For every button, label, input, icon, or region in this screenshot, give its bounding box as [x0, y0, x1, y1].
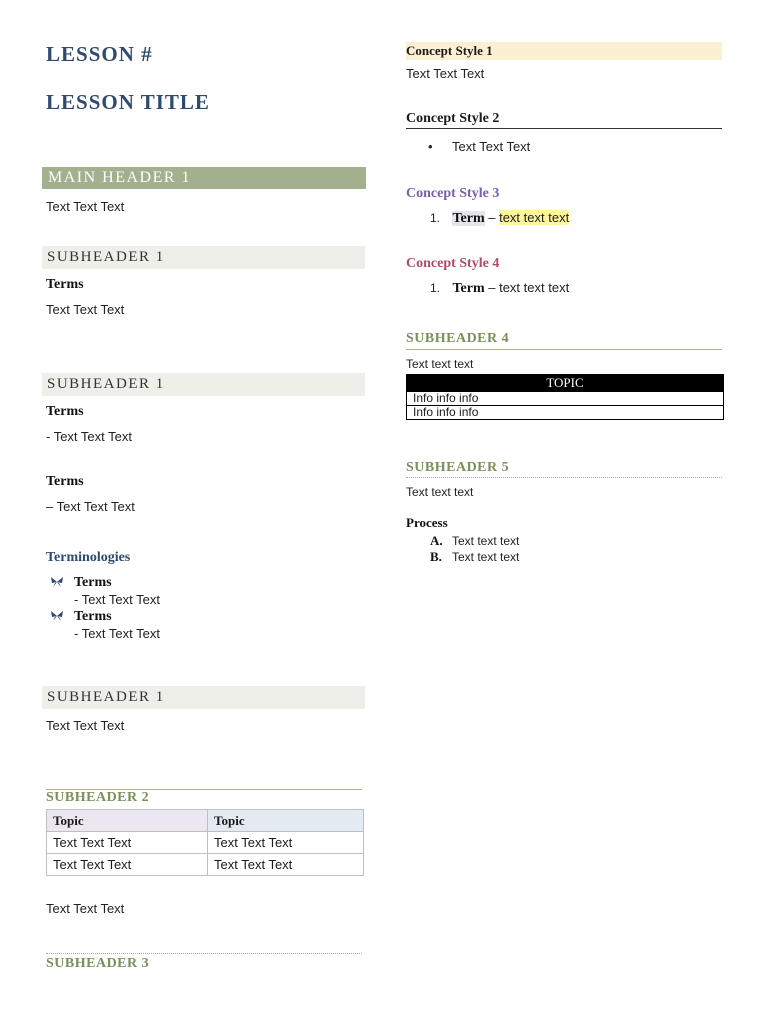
term-dash: –	[484, 210, 500, 225]
bullet-dot-icon: •	[428, 139, 433, 154]
table-cell: Text Text Text	[47, 854, 208, 876]
process-heading: Process	[406, 515, 448, 530]
concept-4-term: Term	[452, 281, 485, 296]
text-1c: Text Text Text	[46, 718, 125, 733]
subheader-4-line	[406, 349, 722, 350]
subheader-2: SUBHEADER 2	[46, 790, 150, 805]
table-row	[47, 854, 364, 876]
concept-3-term: Term	[452, 211, 485, 226]
text-1a: Text Text Text	[46, 302, 125, 317]
table-header: Topic	[208, 810, 364, 832]
table-row	[407, 406, 724, 420]
bullet-text: - Text Text Text	[74, 626, 160, 641]
table-cell: Info info info	[407, 392, 724, 406]
process-step	[430, 548, 519, 566]
subheader-1b: SUBHEADER 1	[42, 373, 365, 396]
subheader-1a: SUBHEADER 1	[42, 246, 365, 269]
concept-3-item	[430, 209, 569, 227]
butterfly-icon	[50, 610, 64, 622]
bullet-text: - Text Text Text	[74, 592, 160, 607]
butterfly-icon	[50, 576, 64, 588]
subheader-5: SUBHEADER 5	[406, 460, 510, 475]
table-cell: Info info info	[407, 406, 724, 420]
bullet-term: Terms	[74, 575, 112, 590]
concept-2-bullet: Text Text Text	[452, 139, 531, 154]
concept-style-4: Concept Style 4	[406, 256, 500, 271]
step-text: Text text text	[452, 550, 520, 564]
subheader-4: SUBHEADER 4	[406, 331, 510, 346]
lesson-number: LESSON #	[46, 42, 153, 66]
subheader-3: SUBHEADER 3	[46, 956, 150, 971]
lesson-title: LESSON TITLE	[46, 90, 210, 114]
step-label: B.	[430, 549, 442, 564]
table-row	[47, 832, 364, 854]
list-number: 1.	[430, 281, 441, 295]
after-table-text: Text Text Text	[46, 901, 125, 916]
text-1b-a: - Text Text Text	[46, 429, 132, 444]
term-1b-a: Terms	[46, 404, 84, 419]
topic-table	[46, 809, 364, 876]
terminologies-heading: Terminologies	[46, 550, 131, 565]
subheader-4-text: Text text text	[406, 357, 474, 371]
term-1b-b: Terms	[46, 474, 84, 489]
subheader-1c: SUBHEADER 1	[42, 686, 365, 709]
term-dash: –	[484, 280, 500, 295]
text-1b-b: – Text Text Text	[46, 499, 135, 514]
concept-1-text: Text Text Text	[406, 66, 485, 81]
concept-4-text: text text text	[499, 280, 570, 295]
subheader-3-line	[46, 953, 362, 954]
table-cell: Text Text Text	[47, 832, 208, 854]
table-cell: Text Text Text	[208, 832, 364, 854]
concept-4-item	[430, 279, 569, 297]
table-header: Topic	[47, 810, 208, 832]
term-1a: Terms	[46, 277, 84, 292]
concept-style-2: Concept Style 2	[406, 111, 722, 129]
subheader-5-line	[406, 477, 722, 478]
concept-3-text: text text text	[499, 210, 570, 225]
main-header: MAIN HEADER 1	[42, 167, 366, 189]
table-cell: Text Text Text	[208, 854, 364, 876]
main-text: Text Text Text	[46, 199, 125, 214]
step-label: A.	[430, 533, 443, 548]
concept-style-3: Concept Style 3	[406, 186, 500, 201]
table-header: TOPIC	[407, 375, 724, 392]
subheader-5-text: Text text text	[406, 485, 474, 499]
table-row	[407, 392, 724, 406]
step-text: Text text text	[452, 534, 520, 548]
list-number: 1.	[430, 211, 441, 225]
topic-black-table	[406, 374, 724, 420]
bullet-term: Terms	[74, 609, 112, 624]
concept-style-1: Concept Style 1	[406, 42, 722, 60]
